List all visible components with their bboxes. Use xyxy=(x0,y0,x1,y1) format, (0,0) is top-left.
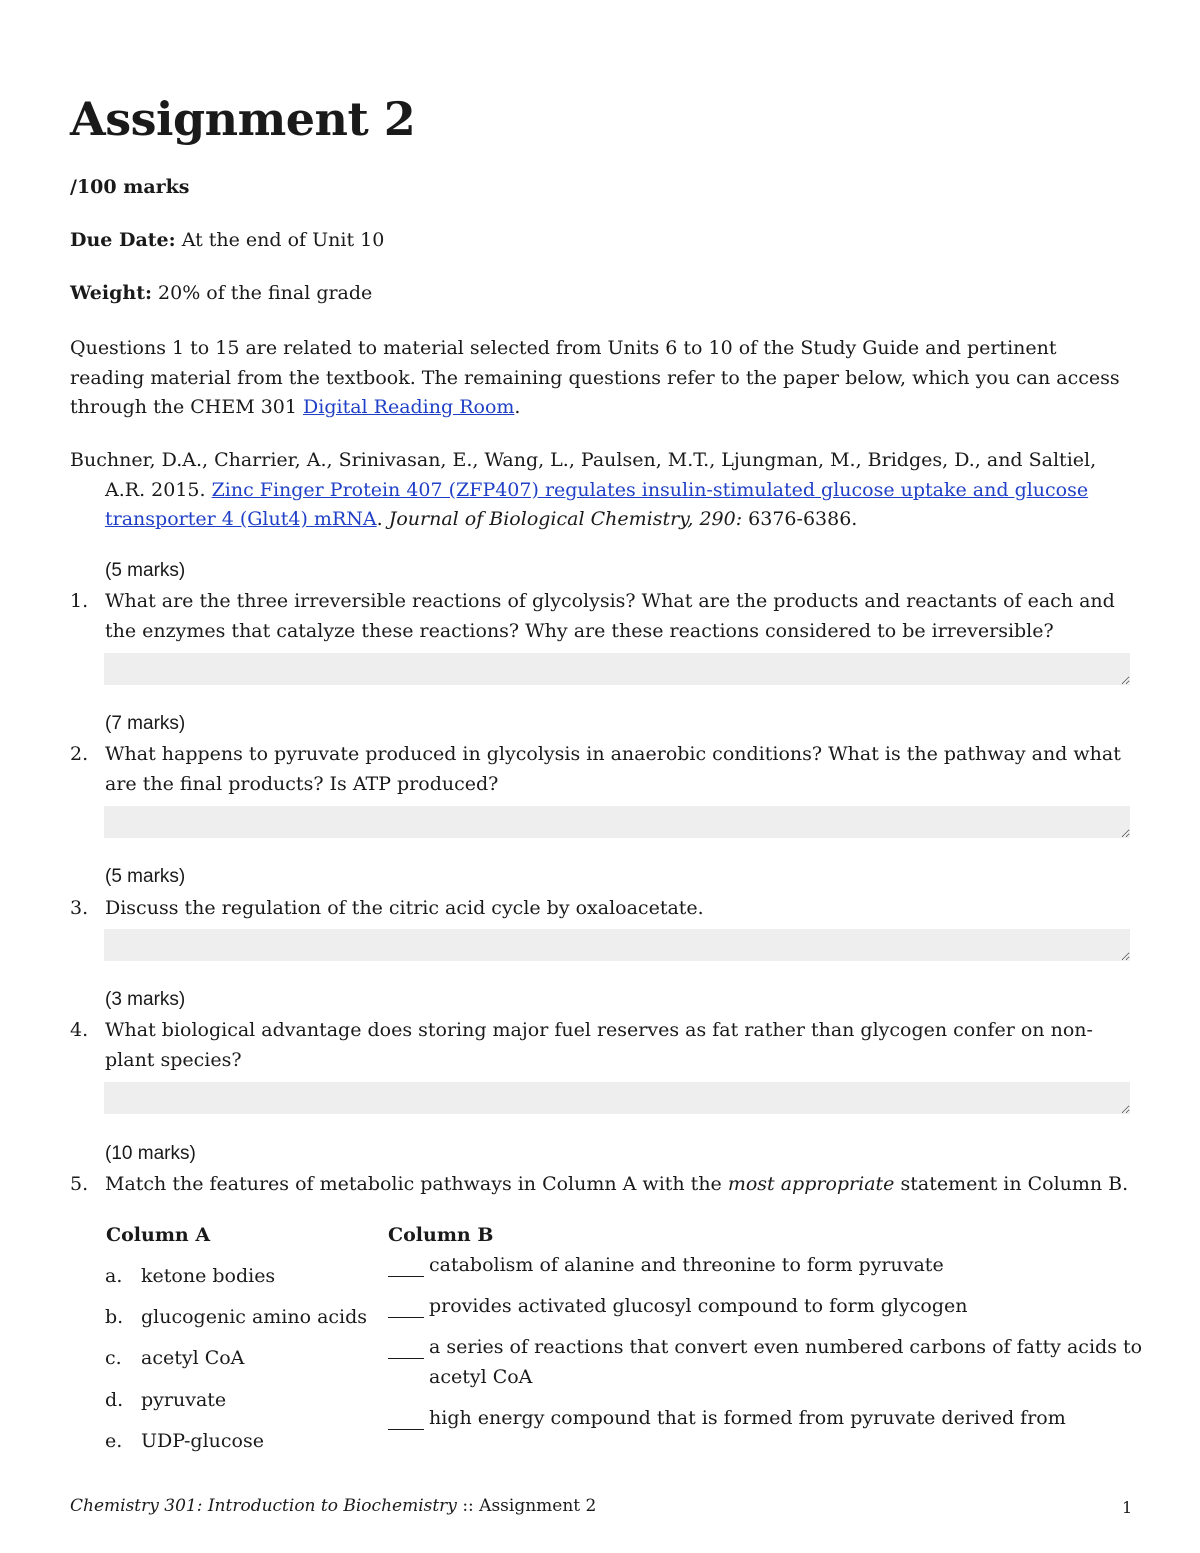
paper-title-link[interactable]: Zinc Finger Protein 407 (ZFP407) regulates insulin-stimulated glucose uptake and glucose transporter 4 (Glut4) mRNA xyxy=(105,478,1089,530)
question-5-text-emphasis: most appropriate xyxy=(727,1173,895,1195)
question-3-marks: (5 marks) xyxy=(105,866,186,887)
column-a-heading: Column A xyxy=(106,1224,211,1246)
weight xyxy=(70,282,372,304)
match-answer-blank[interactable] xyxy=(388,1254,424,1277)
question-1-answer-field[interactable] xyxy=(104,653,1130,685)
question-2-text: What happens to pyruvate produced in glycolysis in anaerobic conditions? What is the pathway and what are the final products? Is ATP produced? xyxy=(105,743,1121,795)
column-a-item xyxy=(105,1430,264,1452)
column-b-item xyxy=(388,1251,1148,1281)
column-a-text: ketone bodies xyxy=(141,1265,276,1287)
column-b-text: catabolism of alanine and threonine to form pyruvate xyxy=(429,1254,944,1276)
due-date-label: Due Date: xyxy=(70,229,176,251)
intro-period: . xyxy=(514,396,521,418)
column-a-letter: d. xyxy=(105,1389,124,1411)
question-4-answer-field[interactable] xyxy=(104,1082,1130,1114)
question-4-number: 4. xyxy=(70,1019,89,1041)
total-marks: /100 marks xyxy=(70,176,190,198)
column-b-heading: Column B xyxy=(388,1224,494,1246)
column-a-text: UDP-glucose xyxy=(141,1430,264,1452)
column-b-text: provides activated glucosyl compound to form glycogen xyxy=(429,1295,968,1317)
question-5-text-after: statement in Column B. xyxy=(894,1173,1129,1195)
question-2-marks: (7 marks) xyxy=(105,713,186,734)
page-number: 1 xyxy=(1122,1498,1133,1517)
column-a-text: acetyl CoA xyxy=(141,1347,245,1369)
citation-authors: Buchner, D.A., Charrier, A., Srinivasan, E., Wang, L., Paulsen, M.T., Ljungman, M., Bridges, D., and Saltiel, A.R. 2015. xyxy=(70,449,1097,501)
page-footer xyxy=(70,1496,596,1516)
question-5-number: 5. xyxy=(70,1173,89,1195)
paper-citation xyxy=(70,446,1135,535)
question-3-text: Discuss the regulation of the citric acid cycle by oxaloacetate. xyxy=(105,897,704,919)
column-a-letter: c. xyxy=(105,1347,122,1369)
column-a-item xyxy=(105,1347,244,1369)
question-5-text xyxy=(105,1170,1130,1200)
column-a-letter: b. xyxy=(105,1306,124,1328)
question-1-marks: (5 marks) xyxy=(105,560,186,581)
match-answer-blank[interactable] xyxy=(388,1407,424,1430)
question-4-text: What biological advantage does storing major fuel reserves as fat rather than glycogen confer on non-plant species? xyxy=(105,1019,1093,1071)
question-4-marks: (3 marks) xyxy=(105,989,186,1010)
due-date xyxy=(70,229,384,251)
column-a-letter: e. xyxy=(105,1430,123,1452)
question-3-answer-field[interactable] xyxy=(104,929,1130,961)
footer-course: Chemistry 301: Introduction to Biochemistry xyxy=(70,1496,457,1516)
digital-reading-room-link[interactable]: Digital Reading Room xyxy=(303,396,515,418)
due-date-value: At the end of Unit 10 xyxy=(175,229,385,251)
column-b-item xyxy=(388,1292,1148,1322)
column-b-item xyxy=(388,1333,1148,1392)
citation-pages: 6376-6386. xyxy=(742,508,858,530)
column-a-item xyxy=(105,1389,226,1411)
column-b-item xyxy=(388,1404,1148,1434)
question-3-number: 3. xyxy=(70,897,89,919)
weight-label: Weight: xyxy=(70,282,152,304)
question-5-text-before: Match the features of metabolic pathways in Column A with the xyxy=(105,1173,728,1195)
citation-after-title: . xyxy=(376,508,389,530)
question-5-marks: (10 marks) xyxy=(105,1143,196,1164)
column-a-item xyxy=(105,1306,367,1328)
column-a-item xyxy=(105,1265,275,1287)
question-2-answer-field[interactable] xyxy=(104,806,1130,838)
column-a-letter: a. xyxy=(105,1265,123,1287)
weight-value: 20% of the final grade xyxy=(151,282,373,304)
intro-text: Questions 1 to 15 are related to material selected from Units 6 to 10 of the Study Guide and pertinent reading material from the textbook. The remaining questions refer to the paper below, which you can access through the CHEM 301 xyxy=(70,337,1120,418)
column-b-text: high energy compound that is formed from pyruvate derived from xyxy=(429,1407,1066,1429)
page-title: Assignment 2 xyxy=(70,92,416,146)
column-a-text: glucogenic amino acids xyxy=(141,1306,368,1328)
intro-paragraph xyxy=(70,334,1130,423)
question-1-number: 1. xyxy=(70,590,89,612)
question-2-number: 2. xyxy=(70,743,89,765)
footer-assignment: :: Assignment 2 xyxy=(456,1496,597,1516)
match-answer-blank[interactable] xyxy=(388,1336,424,1359)
column-a-text: pyruvate xyxy=(141,1389,227,1411)
question-1-text: What are the three irreversible reactions of glycolysis? What are the products and reactants of each and the enzymes that catalyze these reactions? Why are these reactions considered to be irreversible? xyxy=(105,590,1115,642)
match-answer-blank[interactable] xyxy=(388,1295,424,1318)
citation-journal: Journal of Biological Chemistry, 290: xyxy=(388,508,743,530)
column-b-text: a series of reactions that convert even numbered carbons of fatty acids to acetyl CoA xyxy=(429,1336,1143,1388)
